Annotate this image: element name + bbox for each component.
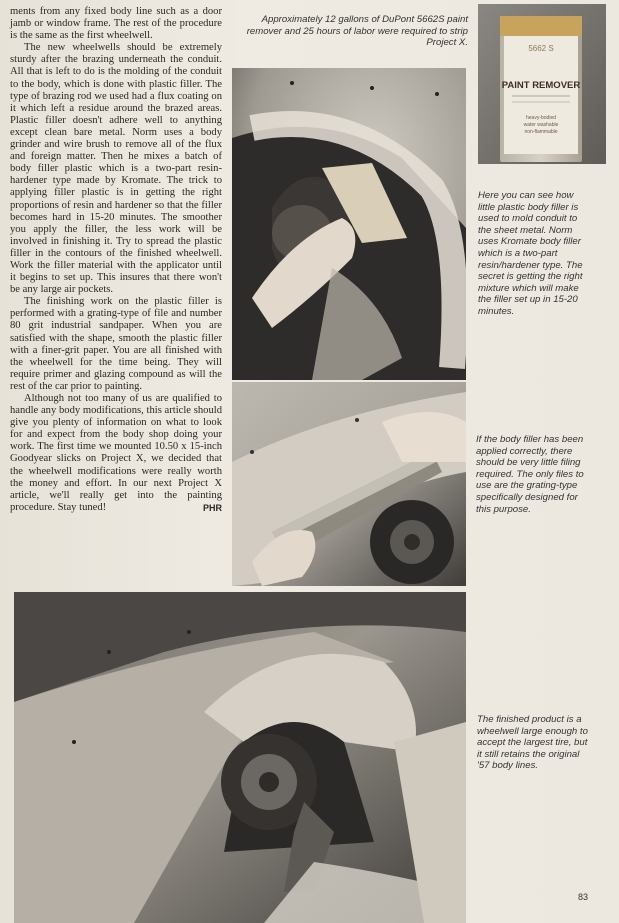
can-label-title: PAINT REMOVER — [501, 80, 581, 91]
article-paragraph-4-text: Although not too many of us are qualified to handle any body modifications, this article should give you plenty of information on what to look for and expect from the body shop doing your work. The first time we mounted 10.50 x 15-inch Goodyear slicks on Project X, we decided that the wheelwell modifications were really worth the money and effort. In our next Project X article, we'll really get into the painting procedure. Stay tuned! — [10, 393, 222, 513]
caption-finished-product: The finished product is a wheelwell large enough to accept the largest tire, but it still retains the original '57 body lines. — [477, 714, 588, 772]
article-paragraph-3: The finishing work on the plastic filler is performed with a grating-type of file and number 80 grit industrial sandpaper. When you are satisfied with the shape, smooth the plastic filler with a finer-grit paper. You are all finished with the wheelwell for the time being. They will require primer and glazing compound as will the rest of the car prior to painting. — [10, 296, 222, 392]
article-paragraph-4 — [10, 393, 222, 514]
photo-filing-filler — [232, 382, 466, 586]
can-product-number: 5662 S — [528, 44, 554, 53]
can-label-line3: non-flammable — [524, 129, 558, 135]
applying-filler-image — [232, 68, 466, 380]
photo-finished-wheelwell — [14, 592, 466, 923]
can-label-line1: heavy-bodied — [525, 115, 557, 121]
caption-plastic-filler: Here you can see how little plastic body filler is used to mold conduit to the sheet metal. Norm uses Kromate body filler which is a two-part resin/hardener type. The secret is getting the right mixture which will make the filler set up in 15-20 minutes. — [478, 190, 583, 317]
paint-remover-can-photo — [478, 4, 606, 164]
caption-paint-remover: Approximately 12 gallons of DuPont 5662S paint remover and 25 hours of labor were required to strip Project X. — [246, 14, 468, 49]
can-label-line2: water washable — [523, 122, 559, 128]
photo-applying-filler — [232, 68, 466, 380]
filing-filler-image — [232, 382, 466, 586]
article-paragraph-1: ments from any fixed body line such as a door jamb or window frame. The rest of the procedure is the same as the first wheelwell. — [10, 6, 222, 42]
article-signature: PHR — [202, 502, 222, 513]
article-paragraph-2: The new wheelwells should be extremely sturdy after the brazing underneath the conduit. All that is left to do is the molding of the conduit to the body, which is done with plastic filler. The type of brazing rod we used had a flux coating on it which left a residue around the brazed areas. Plastic filler doesn't adhere well to anything except clean bare metal. Norm uses a body grinder and wire brush to remove all of the flux and foreign matter. Then he mixes a batch of body filler plastic which is a two-part resin-hardener type made by Kromate. The trick to applying filler plastic is in getting the right proportions of resin and hardener so that the filler becomes hard in 15-20 minutes. The smoother you apply the filler, the less work will be involved in finishing it. Try to spread the plastic filler in the contours of the finished wheelwell. Work the filler material with the applicator until it begins to set up. This insures that there won't be any large air pockets. — [10, 42, 222, 296]
finished-wheelwell-image — [14, 592, 466, 923]
article-body — [10, 6, 222, 514]
page-number: 83 — [578, 892, 589, 902]
paint-remover-can-image — [478, 4, 606, 164]
caption-body-filler-filing: If the body filler has been applied correctly, there should be very little filing required. The only files to use are the grating-type specifically designed for this purpose. — [476, 434, 584, 515]
